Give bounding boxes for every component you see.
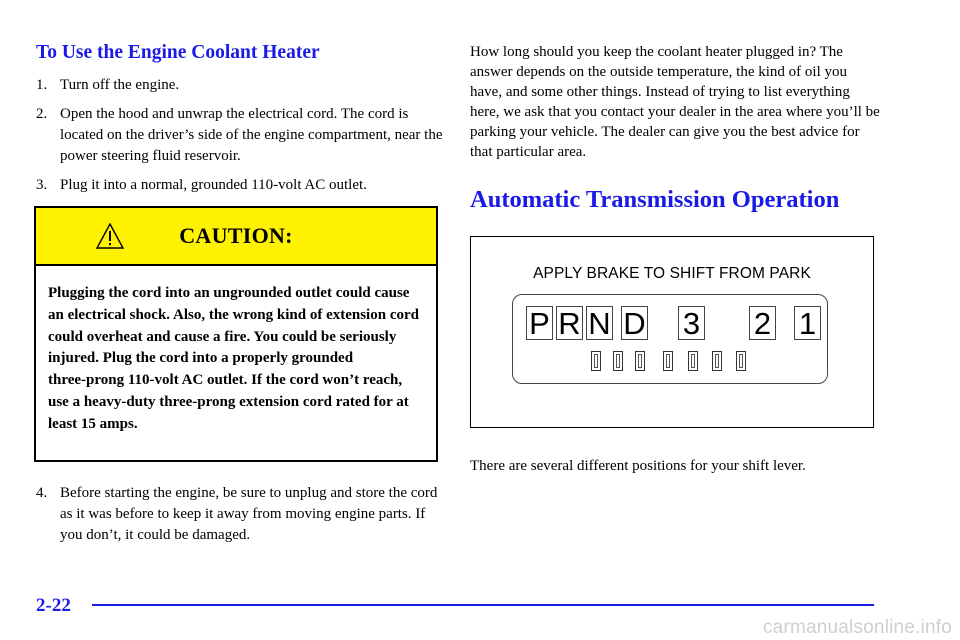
- caution-title: CAUTION:: [179, 223, 293, 248]
- step-text: Before starting the engine, be sure to unplug and store the cord as it was before to keep it away from moving engine parts. If you don’t, it could be damaged.: [60, 485, 438, 543]
- section-title: To Use the Engine Coolant Heater: [36, 42, 320, 63]
- step-number: 2.: [36, 106, 48, 122]
- section-heading: Automatic Transmission Operation: [470, 186, 840, 213]
- list-item: [36, 175, 446, 196]
- gear-r: R: [556, 306, 583, 340]
- caution-text: Plugging the cord into an ungrounded outlet could cause an electrical shock. Also, the wrong kind of extension cord could overheat and cause a fire. You could be seriously injured. Plug the cord into a properly grounded three‑prong 110‑volt AC outlet. If the cord won’t reach, use a heavy‑duty three‑prong extension cord rated for at least 15 amps.: [48, 285, 419, 432]
- gear-n: N: [586, 306, 613, 340]
- indicator-lamp: [591, 351, 601, 371]
- step-4: [36, 483, 446, 554]
- step-number: 4.: [36, 485, 48, 501]
- shift-instruction: APPLY BRAKE TO SHIFT FROM PARK: [533, 265, 811, 282]
- list-item: [36, 75, 446, 96]
- gear-3: 3: [678, 306, 705, 340]
- footer-rule: [92, 604, 874, 606]
- warning-triangle-icon: [96, 223, 124, 249]
- list-item: [36, 483, 446, 546]
- steps-list: [36, 75, 446, 204]
- step-text: Turn off the engine.: [60, 77, 180, 93]
- gear-1: 1: [794, 306, 821, 340]
- step-text: Open the hood and unwrap the electrical cord. The cord is located on the driver’s side of the engine compartment, near the power steering fluid reservoir.: [60, 106, 443, 164]
- list-item: [36, 104, 446, 167]
- gear-p: P: [526, 306, 553, 340]
- page-number: 2-22: [36, 595, 71, 616]
- step-number: 1.: [36, 77, 48, 93]
- indicator-lamp: [736, 351, 746, 371]
- watermark: carmanualsonline.info: [762, 617, 952, 638]
- gear-d: D: [621, 306, 648, 340]
- step-text: Plug it into a normal, grounded 110‑volt AC outlet.: [60, 177, 367, 193]
- indicator-lamp: [688, 351, 698, 371]
- caution-box: [34, 206, 438, 462]
- step-number: 3.: [36, 177, 48, 193]
- coolant-heater-paragraph: How long should you keep the coolant heater plugged in? The answer depends on the outside temperature, the kind of oil you have, and some other things. Instead of trying to list everything here, we ask that you contact your dealer in the area where you’ll be parking your vehicle. The dealer can give you the best advice for that particular area.: [470, 44, 880, 160]
- gear-indicator: [512, 294, 828, 384]
- indicator-lamp: [635, 351, 645, 371]
- indicator-lamp: [613, 351, 623, 371]
- indicator-lamp: [663, 351, 673, 371]
- indicator-lamp: [712, 351, 722, 371]
- gear-2: 2: [749, 306, 776, 340]
- shift-indicator-illustration: [470, 236, 874, 428]
- shift-positions-text: There are several different positions for your shift lever.: [470, 458, 806, 474]
- caution-header: [36, 208, 436, 266]
